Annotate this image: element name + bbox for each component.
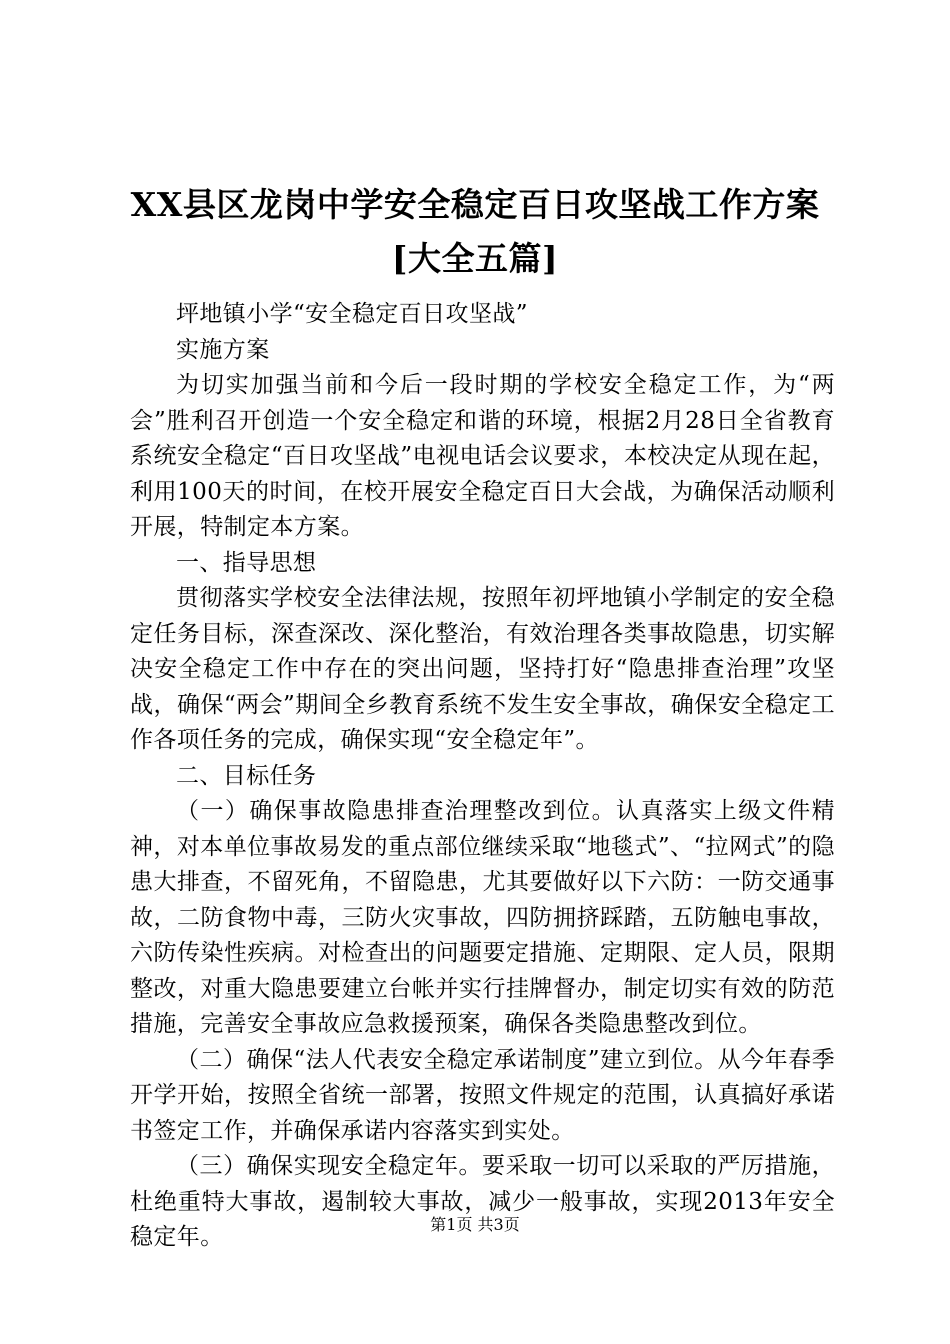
document-title: XX县区龙岗中学安全稳定百日攻坚战工作方案[大全五篇] xyxy=(130,185,820,278)
section-heading-objectives: 二、目标任务 xyxy=(176,762,317,789)
document-body xyxy=(130,297,835,1256)
paragraph-guiding-ideology: 贯彻落实学校安全法律法规，按照年初坪地镇小学制定的安全稳定任务目标，深查深改、深化整治，有效治理各类事故隐患，切实解决安全稳定工作中存在的突出问题，坚持打好“隐患排查治理”攻坚战，确保“两会”期间全乡教育系统不发生安全事故，确保安全稳定工作各项任务的完成，确保实现“安全稳定年”。 xyxy=(130,585,835,753)
paragraph-objective-1: （一）确保事故隐患排查治理整改到位。认真落实上级文件精神，对本单位事故易发的重点部位继续采取“地毯式”、“拉网式”的隐患大排查，不留死角，不留隐患，尤其要做好以下六防：一防交通事故，二防食物中毒，三防火灾事故，四防拥挤踩踏，五防触电事故，六防传染性疾病。对检查出的问题要定措施、定期限、定人员，限期整改，对重大隐患要建立台帐并实行挂牌督办，制定切实有效的防范措施，完善安全事故应急救援预案，确保各类隐患整改到位。 xyxy=(130,798,835,1037)
paragraph-school-heading: 坪地镇小学“安全稳定百日攻坚战” xyxy=(176,301,528,327)
paragraph-intro: 为切实加强当前和今后一段时期的学校安全稳定工作，为“两会”胜利召开创造一个安全稳定和谐的环境，根据2月28日全省教育系统安全稳定“百日攻坚战”电视电话会议要求，本校决定从现在起，利用100天的时间，在校开展安全稳定百日大会战，为确保活动顺利开展，特制定本方案。 xyxy=(130,372,835,540)
page-footer: 第1页 共3页 xyxy=(430,1215,520,1234)
section-heading-guiding-ideology: 一、指导思想 xyxy=(176,549,317,576)
paragraph-objective-3: （三）确保实现安全稳定年。要采取一切可以采取的严厉措施，杜绝重特大事故，遏制较大事故，减少一般事故，实现2013年安全稳定年。 xyxy=(130,1153,835,1250)
paragraph-plan-heading: 实施方案 xyxy=(176,336,270,363)
paragraph-objective-2: （二）确保“法人代表安全稳定承诺制度”建立到位。从今年春季开学开始，按照全省统一部署，按照文件规定的范围，认真搞好承诺书签定工作，并确保承诺内容落实到实处。 xyxy=(130,1046,835,1144)
